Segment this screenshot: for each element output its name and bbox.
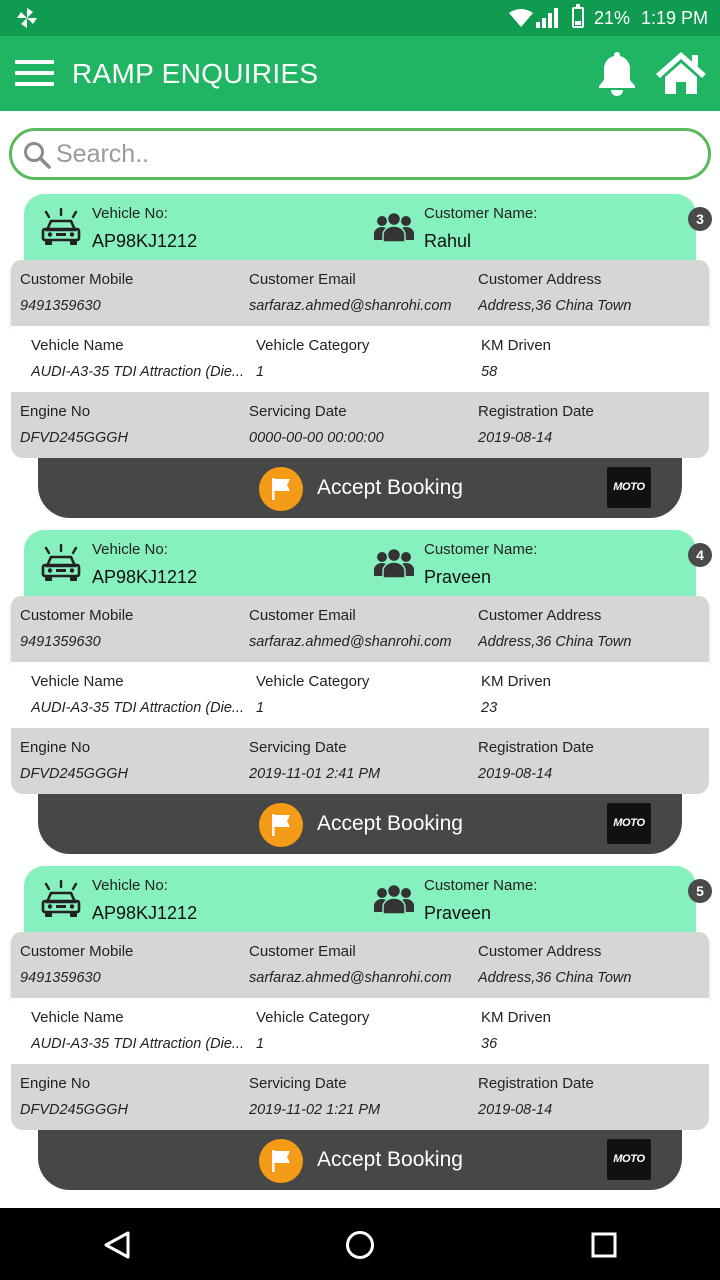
car-icon [41, 544, 81, 582]
customer-email-label: Customer Email [249, 607, 356, 624]
customer-address-value: Address,36 China Town [478, 298, 632, 314]
service-info-row [11, 1064, 709, 1130]
people-icon [374, 548, 414, 578]
search-input[interactable] [56, 138, 676, 170]
recents-square-icon[interactable] [591, 1230, 617, 1260]
vehicle-name-value: AUDI-A3-35 TDI Attraction (Die... [31, 364, 244, 380]
engine-no-value: DFVD245GGGH [20, 430, 128, 446]
customer-address-value: Address,36 China Town [478, 634, 632, 650]
vehicle-category-label: Vehicle Category [256, 337, 370, 354]
servicing-date-label: Servicing Date [249, 403, 347, 420]
enquiry-number-badge: 5 [688, 879, 712, 903]
vehicle-name-label: Vehicle Name [31, 673, 124, 690]
signal-icon [536, 8, 560, 28]
registration-date-value: 2019-08-14 [478, 430, 553, 446]
servicing-date-label: Servicing Date [249, 739, 347, 756]
customer-email-value: sarfaraz.ahmed@shanrohi.com [249, 298, 452, 314]
enquiry-number-badge: 4 [688, 543, 712, 567]
enquiry-card [0, 194, 720, 524]
flag-icon [259, 1139, 303, 1183]
vehicle-category-value: 1 [256, 700, 265, 716]
vehicle-category-value: 1 [256, 1036, 265, 1052]
card-header [24, 530, 696, 598]
vehicle-info-row [11, 326, 709, 392]
customer-info-row [11, 932, 709, 998]
customer-info-row [11, 260, 709, 326]
service-info-row [11, 392, 709, 458]
customer-name-label: Customer Name: [424, 205, 538, 222]
customer-name-value: Praveen [424, 567, 492, 587]
engine-no-label: Engine No [20, 1075, 91, 1092]
accept-booking-button[interactable] [38, 794, 682, 854]
customer-name-value: Praveen [424, 903, 492, 923]
vehicle-name-label: Vehicle Name [31, 337, 124, 354]
back-triangle-icon[interactable] [102, 1230, 132, 1260]
card-header [24, 866, 696, 934]
flag-icon [259, 803, 303, 847]
servicing-date-value: 2019-11-02 1:21 PM [249, 1102, 381, 1118]
vehicle-no-label: Vehicle No: [92, 205, 168, 222]
customer-name-label: Customer Name: [424, 877, 538, 894]
home-circle-icon[interactable] [345, 1230, 375, 1260]
car-icon [41, 208, 81, 246]
battery-icon [572, 7, 584, 28]
vehicle-category-label: Vehicle Category [256, 1009, 370, 1026]
vehicle-info-row [11, 998, 709, 1064]
card-header [24, 194, 696, 262]
home-icon[interactable] [654, 50, 708, 96]
engine-no-value: DFVD245GGGH [20, 766, 128, 782]
customer-address-label: Customer Address [478, 607, 602, 624]
wifi-icon [508, 8, 534, 28]
customer-mobile-value: 9491359630 [20, 970, 101, 986]
customer-email-value: sarfaraz.ahmed@shanrohi.com [249, 970, 452, 986]
enquiry-card [0, 866, 720, 1196]
servicing-date-value: 2019-11-01 2:41 PM [249, 766, 381, 782]
car-icon [41, 880, 81, 918]
hamburger-menu-icon[interactable] [15, 60, 54, 88]
customer-name-label: Customer Name: [424, 541, 538, 558]
vehicle-category-label: Vehicle Category [256, 673, 370, 690]
people-icon [374, 884, 414, 914]
km-driven-value: 36 [481, 1036, 498, 1052]
enquiry-number-badge: 3 [688, 207, 712, 231]
app-bar [0, 36, 720, 111]
vehicle-no-value: AP98KJ1212 [92, 231, 198, 251]
engine-no-value: DFVD245GGGH [20, 1102, 128, 1118]
customer-email-label: Customer Email [249, 943, 356, 960]
search-icon [23, 141, 51, 169]
km-driven-label: KM Driven [481, 1009, 552, 1026]
customer-info-row [11, 596, 709, 662]
search-bar [9, 128, 711, 180]
km-driven-value: 23 [481, 700, 498, 716]
moto-logo: MOTO [607, 467, 651, 508]
vehicle-category-value: 1 [256, 364, 265, 380]
accept-booking-label: Accept Booking [317, 812, 463, 835]
page-title: RAMP ENQUIRIES [72, 58, 319, 89]
vehicle-no-label: Vehicle No: [92, 877, 168, 894]
vehicle-no-label: Vehicle No: [92, 541, 168, 558]
customer-mobile-label: Customer Mobile [20, 271, 134, 288]
customer-mobile-value: 9491359630 [20, 298, 101, 314]
vehicle-no-value: AP98KJ1212 [92, 903, 198, 923]
vehicle-name-value: AUDI-A3-35 TDI Attraction (Die... [31, 700, 244, 716]
enquiry-card [0, 530, 720, 860]
registration-date-label: Registration Date [478, 403, 594, 420]
registration-date-label: Registration Date [478, 739, 594, 756]
flag-icon [259, 467, 303, 511]
moto-logo: MOTO [607, 1139, 651, 1180]
customer-address-label: Customer Address [478, 271, 602, 288]
accept-booking-label: Accept Booking [317, 476, 463, 499]
registration-date-value: 2019-08-14 [478, 1102, 553, 1118]
engine-no-label: Engine No [20, 403, 91, 420]
km-driven-label: KM Driven [481, 673, 552, 690]
customer-email-value: sarfaraz.ahmed@shanrohi.com [249, 634, 452, 650]
system-navigation-bar [0, 1208, 720, 1280]
clock: 1:19 PM [641, 8, 709, 28]
accept-booking-label: Accept Booking [317, 1148, 463, 1171]
servicing-date-label: Servicing Date [249, 1075, 347, 1092]
customer-email-label: Customer Email [249, 271, 356, 288]
moto-logo: MOTO [607, 803, 651, 844]
customer-address-value: Address,36 China Town [478, 970, 632, 986]
pinwheel-icon [16, 7, 38, 29]
vehicle-name-value: AUDI-A3-35 TDI Attraction (Die... [31, 1036, 244, 1052]
accept-booking-button[interactable] [38, 1130, 682, 1190]
accept-booking-button[interactable] [38, 458, 682, 518]
servicing-date-value: 0000-00-00 00:00:00 [249, 430, 384, 446]
customer-mobile-value: 9491359630 [20, 634, 101, 650]
customer-mobile-label: Customer Mobile [20, 607, 134, 624]
service-info-row [11, 728, 709, 794]
km-driven-label: KM Driven [481, 337, 552, 354]
battery-percentage: 21% [594, 8, 631, 28]
customer-address-label: Customer Address [478, 943, 602, 960]
vehicle-info-row [11, 662, 709, 728]
customer-name-value: Rahul [424, 231, 472, 251]
people-icon [374, 212, 414, 242]
status-bar [0, 0, 720, 36]
km-driven-value: 58 [481, 364, 498, 380]
bell-icon[interactable] [596, 50, 638, 96]
vehicle-no-value: AP98KJ1212 [92, 567, 198, 587]
engine-no-label: Engine No [20, 739, 91, 756]
vehicle-name-label: Vehicle Name [31, 1009, 124, 1026]
registration-date-label: Registration Date [478, 1075, 594, 1092]
registration-date-value: 2019-08-14 [478, 766, 553, 782]
customer-mobile-label: Customer Mobile [20, 943, 134, 960]
